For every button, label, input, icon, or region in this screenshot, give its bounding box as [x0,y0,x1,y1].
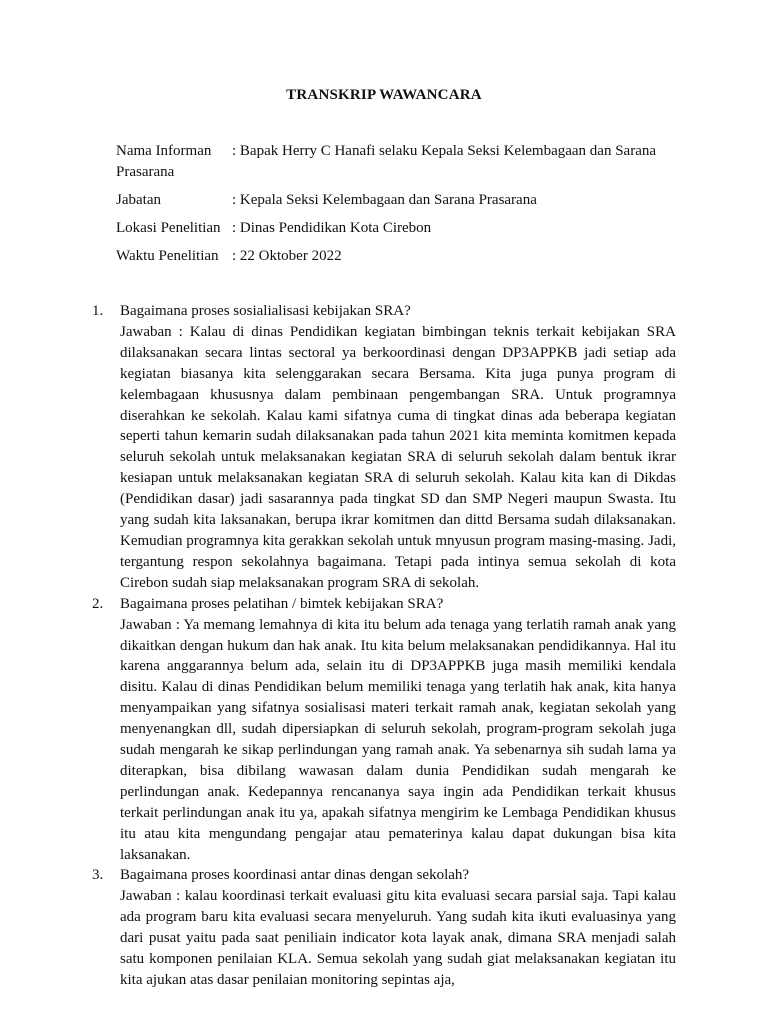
qa-item [92,865,676,990]
info-label: Nama Informan [116,143,212,159]
question-text: Bagaimana proses sosialialisasi kebijakan SRA? [120,303,411,319]
informant-info [116,141,676,274]
qa-item [92,594,676,866]
answer-text: Jawaban : Kalau di dinas Pendidikan kegiatan bimbingan teknis terkait kebijakan SRA dilaksanakan secara lintas sectoral ya berkoordinasi dengan DP3APPKB jadi setiap ada kegiatan biasanya kita selenggarakan secara Bersama. Kita juga punya program di kelembagaan khususnya dalam pembinaan pengembangan SRA. Untuk programnya diserahkan ke sekolah. Kalau kami sifatnya cuma di tingkat dinas ada beberapa kegiatan seperti tahun kemarin sudah dilaksanakan pada tahun 2021 kita meminta komitmen kepada seluruh sekolah untuk melaksanakan kegiatan SRA di seluruh sekolah dalam bentuk ikrar kesiapan untuk melaksanakan kegiatan SRA di seluruh sekolah. Kalau kita kan di Dikdas (Pendidikan dasar) jadi sasarannya pada tingkat SD dan SMP Negeri maupun Swasta. Itu yang sudah kita laksanakan, berupa ikrar komitmen dan dittd Bersama sudah dilaksanakan. Kemudian programnya kita gerakkan sekolah untuk mnyusun program masing-masing. Jadi, tergantung respon sekolahnya bagaimana. Tetapi pada intinya semua sekolah di kota Cirebon sudah siap melaksanakan program SRA di sekolah. [120,323,676,591]
info-label: Jabatan [116,192,161,208]
info-value: : Dinas Pendidikan Kota Cirebon [232,220,432,236]
info-value: : Bapak Herry C Hanafi selaku Kepala Seksi Kelembagaan dan Sarana Prasarana [116,143,657,180]
info-label: Lokasi Penelitian [116,220,221,236]
answer-text: Jawaban : kalau koordinasi terkait evaluasi gitu kita evaluasi secara parsial saja. Tapi kalau ada program baru kita evaluasi secara menyeluruh. Yang sudah kita ikuti evaluasinya yang dari pusat yaitu pada saat peniliain indicator kota layak anak, dimana SRA menjadi salah satu komponen penilaian KLA. Semua sekolah yang sudah giat melaksanakan kegiatan itu kita ajukan atas dasar penilaian monitoring sepintas aja, [120,888,676,988]
qa-body [120,301,676,594]
qa-body [120,594,676,866]
question-text: Bagaimana proses koordinasi antar dinas dengan sekolah? [120,867,470,884]
answer-text: Jawaban : Ya memang lemahnya di kita itu belum ada tenaga yang terlatih ramah anak yang dikaitkan dengan hukum dan hak anak. Itu kita belum melaksanakan pendidikannya. Hal itu karena anggarannya belum ada, selain itu di DP3APPKB juga masih memiliki kendala disitu. Kalau di dinas Pendidikan belum memiliki tenaga yang terlatih hak anak, kita hanya menyampaikan yang sifatnya sosialisasi materi terkait ramah anak, kegiatan sekolah yang menyenangkan dll, sudah dipersiapkan di seluruh sekolah, program-program sekolah juga sudah mengarah ke sikap perlindungan yang ramah anak. Ya sebenarnya sih sudah lama ya diterapkan, bisa dibilang wawasan dalam dunia Pendidikan sudah mengarah ke perlindungan anak. Kedepannya rencananya saya ingin ada Pendidikan terkait khusus terkait perlindungan anak itu ya, apakah sifatnya mengirim ke Lembaga Pendidikan khusus itu atau kita mengundang pengajar atau pematerinya kalau dapat dukungan bisa kita laksanakan. [120,616,676,863]
info-row-nama-informan [116,141,676,183]
qa-number: 2. [92,595,104,612]
qa-body [120,865,676,990]
info-row-lokasi [116,218,676,239]
info-value: : Kepala Seksi Kelembagaan dan Sarana Prasarana [232,192,537,208]
interview-qa-list [92,301,676,991]
question-text: Bagaimana proses pelatihan / bimtek kebijakan SRA? [120,595,444,612]
info-row-waktu [116,246,676,267]
qa-item [92,301,676,594]
document-title: TRANSKRIP WAWANCARA [286,87,482,103]
qa-number: 3. [92,867,104,884]
info-row-jabatan [116,190,676,211]
info-value: : 22 Oktober 2022 [232,248,342,264]
qa-number: 1. [92,303,104,319]
info-label: Waktu Penelitian [116,248,219,264]
